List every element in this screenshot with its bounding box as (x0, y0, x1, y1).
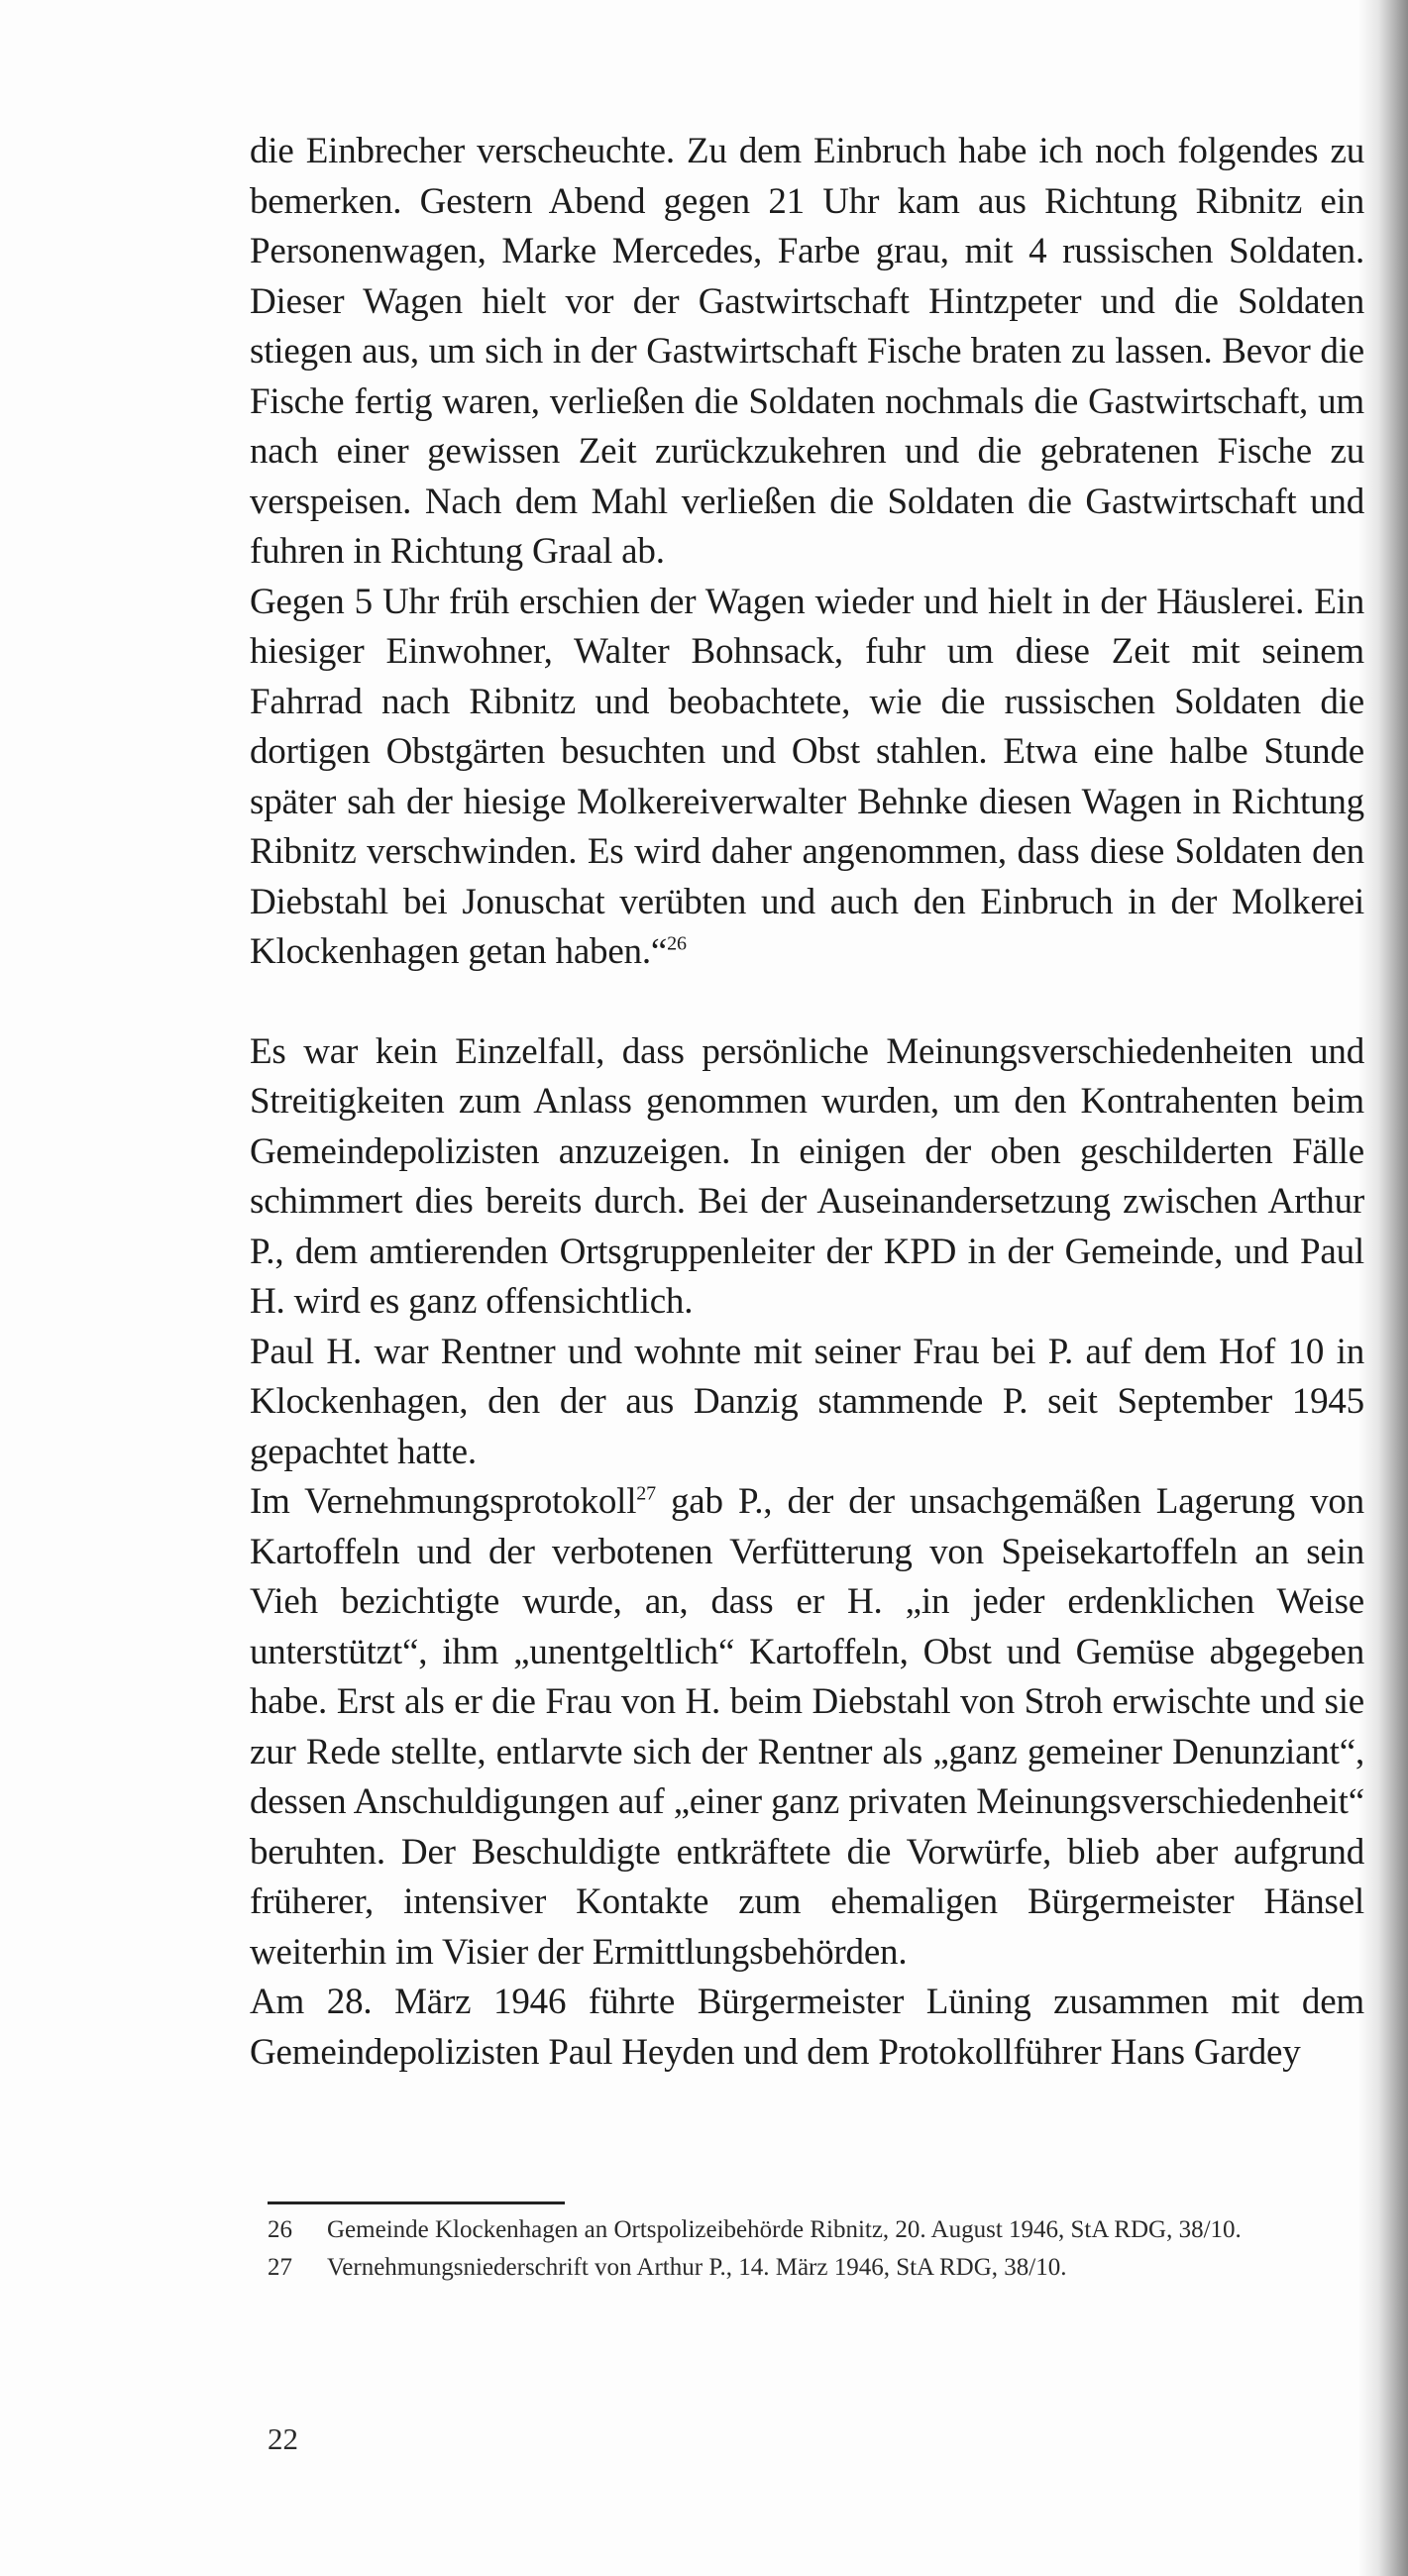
paragraph-text (250, 578, 1364, 978)
footnote-text: Vernehmungsniederschrift von Arthur P., 14. März 1946, StA RDG, 38/10. (327, 2254, 1067, 2281)
paragraph-text-span: Gegen 5 Uhr früh erschien der Wagen wieder und hielt in der Häuslerei. Ein hiesiger Einwohner, Walter Bohnsack, fuhr um diese Zeit mit seinem Fahrrad nach Ribnitz und beobachtete, wie die russischen Soldaten die dortigen Obstgärten besuchten und Obst stahlen. Etwa eine halbe Stunde später sah der hiesige Molkereiverwalter Behnke diesen Wagen in Richtung Ribnitz verschwinden. Es wird daher angenommen, dass diese Soldaten den Diebstahl bei Jonuschat verübten und auch den Einbruch in der Molkerei Klockenhagen getan haben.“ (250, 581, 1364, 972)
paragraph-4 (250, 1328, 1364, 1478)
paragraph-text-span: gab P., der der unsachgemäßen Lagerung von Kartoffeln und der verbotenen Verfütterung von Speisekartoffeln an sein Vieh bezichtigte wurde, an, dass er H. „in jeder erdenklichen Weise unterstützt“, ihm „unentgeltlich“ Kartoffeln, Obst und Gemüse abgegeben habe. Erst als er die Frau von H. beim Diebstahl von Stroh erwischte und sie zur Rede stellte, entlarvte sich der Rentner als „ganz gemeiner Denunziant“, dessen Anschuldigungen auf „einer ganz privaten Meinungsverschiedenheit“ beruhten. Der Beschuldigte entkräftete die Vorwürfe, blieb aber aufgrund früherer, intensiver Kontakte zum ehemaligen Bürgermeister Hänsel weiterhin im Visier der Ermittlungsbehörden. (250, 1481, 1364, 1973)
footnote-number: 27 (268, 2254, 292, 2281)
paragraph-text (250, 1477, 1364, 1978)
footnote-divider (268, 2201, 565, 2204)
paragraph-6 (250, 1978, 1364, 2078)
paragraph-text: Am 28. März 1946 führte Bürgermeister Lüning zusammen mit dem Gemeindepolizisten Paul Heyden und dem Protokollführer Hans Gardey (250, 1982, 1364, 2073)
paragraph-text: Paul H. war Rentner und wohnte mit seiner Frau bei P. auf dem Hof 10 in Klockenhagen, den der aus Danzig stammende P. seit September 1945 gepachtet hatte. (250, 1331, 1364, 1472)
paragraph-3 (250, 1027, 1364, 1328)
paragraph-text-span: Im Vernehmungsprotokoll (250, 1481, 637, 1522)
page-number: 22 (268, 2421, 298, 2456)
footnote-text: Gemeinde Klockenhagen an Ortspolizeibehörde Ribnitz, 20. August 1946, StA RDG, 38/10. (327, 2216, 1242, 2243)
paragraph-gap (250, 978, 1364, 1027)
paragraph-2 (250, 578, 1364, 978)
paragraph-5 (250, 1477, 1364, 1978)
footnote-ref-26[interactable]: 26 (667, 932, 687, 955)
footnote-27 (268, 2249, 1338, 2287)
footnote-ref-27[interactable]: 27 (636, 1482, 656, 1505)
page-body (250, 127, 1364, 2078)
footnote-26 (268, 2211, 1338, 2249)
scan-edge-shadow (1358, 0, 1408, 2576)
footnote-number: 26 (268, 2216, 292, 2243)
paragraph-1 (250, 127, 1364, 578)
paragraph-text: Es war kein Einzelfall, dass persönliche Meinungsverschiedenheiten und Streitigkeiten zum Anlass genommen wurden, um den Kontrahenten beim Gemeindepolizisten anzuzeigen. In einigen der oben geschilderten Fälle schimmert dies bereits durch. Bei der Auseinandersetzung zwischen Arthur P., dem amtierenden Ortsgruppenleiter der KPD in der Gemeinde, und Paul H. wird es ganz offensichtlich. (250, 1030, 1364, 1322)
paragraph-text: die Einbrecher verscheuchte. Zu dem Einbruch habe ich noch folgendes zu bemerken. Gestern Abend gegen 21 Uhr kam aus Richtung Ribnitz ein Personenwagen, Marke Mercedes, Farbe grau, mit 4 russischen Soldaten. Dieser Wagen hielt vor der Gastwirtschaft Hintzpeter und die Soldaten stiegen aus, um sich in der Gastwirtschaft Fische braten zu lassen. Bevor die Fische fertig waren, verließen die Soldaten nochmals die Gastwirtschaft, um nach einer gewissen Zeit zurückzukehren und die gebratenen Fische zu verspeisen. Nach dem Mahl verließen die Soldaten die Gastwirtschaft und fuhren in Richtung Graal ab. (250, 131, 1364, 572)
footnotes (268, 2211, 1338, 2287)
